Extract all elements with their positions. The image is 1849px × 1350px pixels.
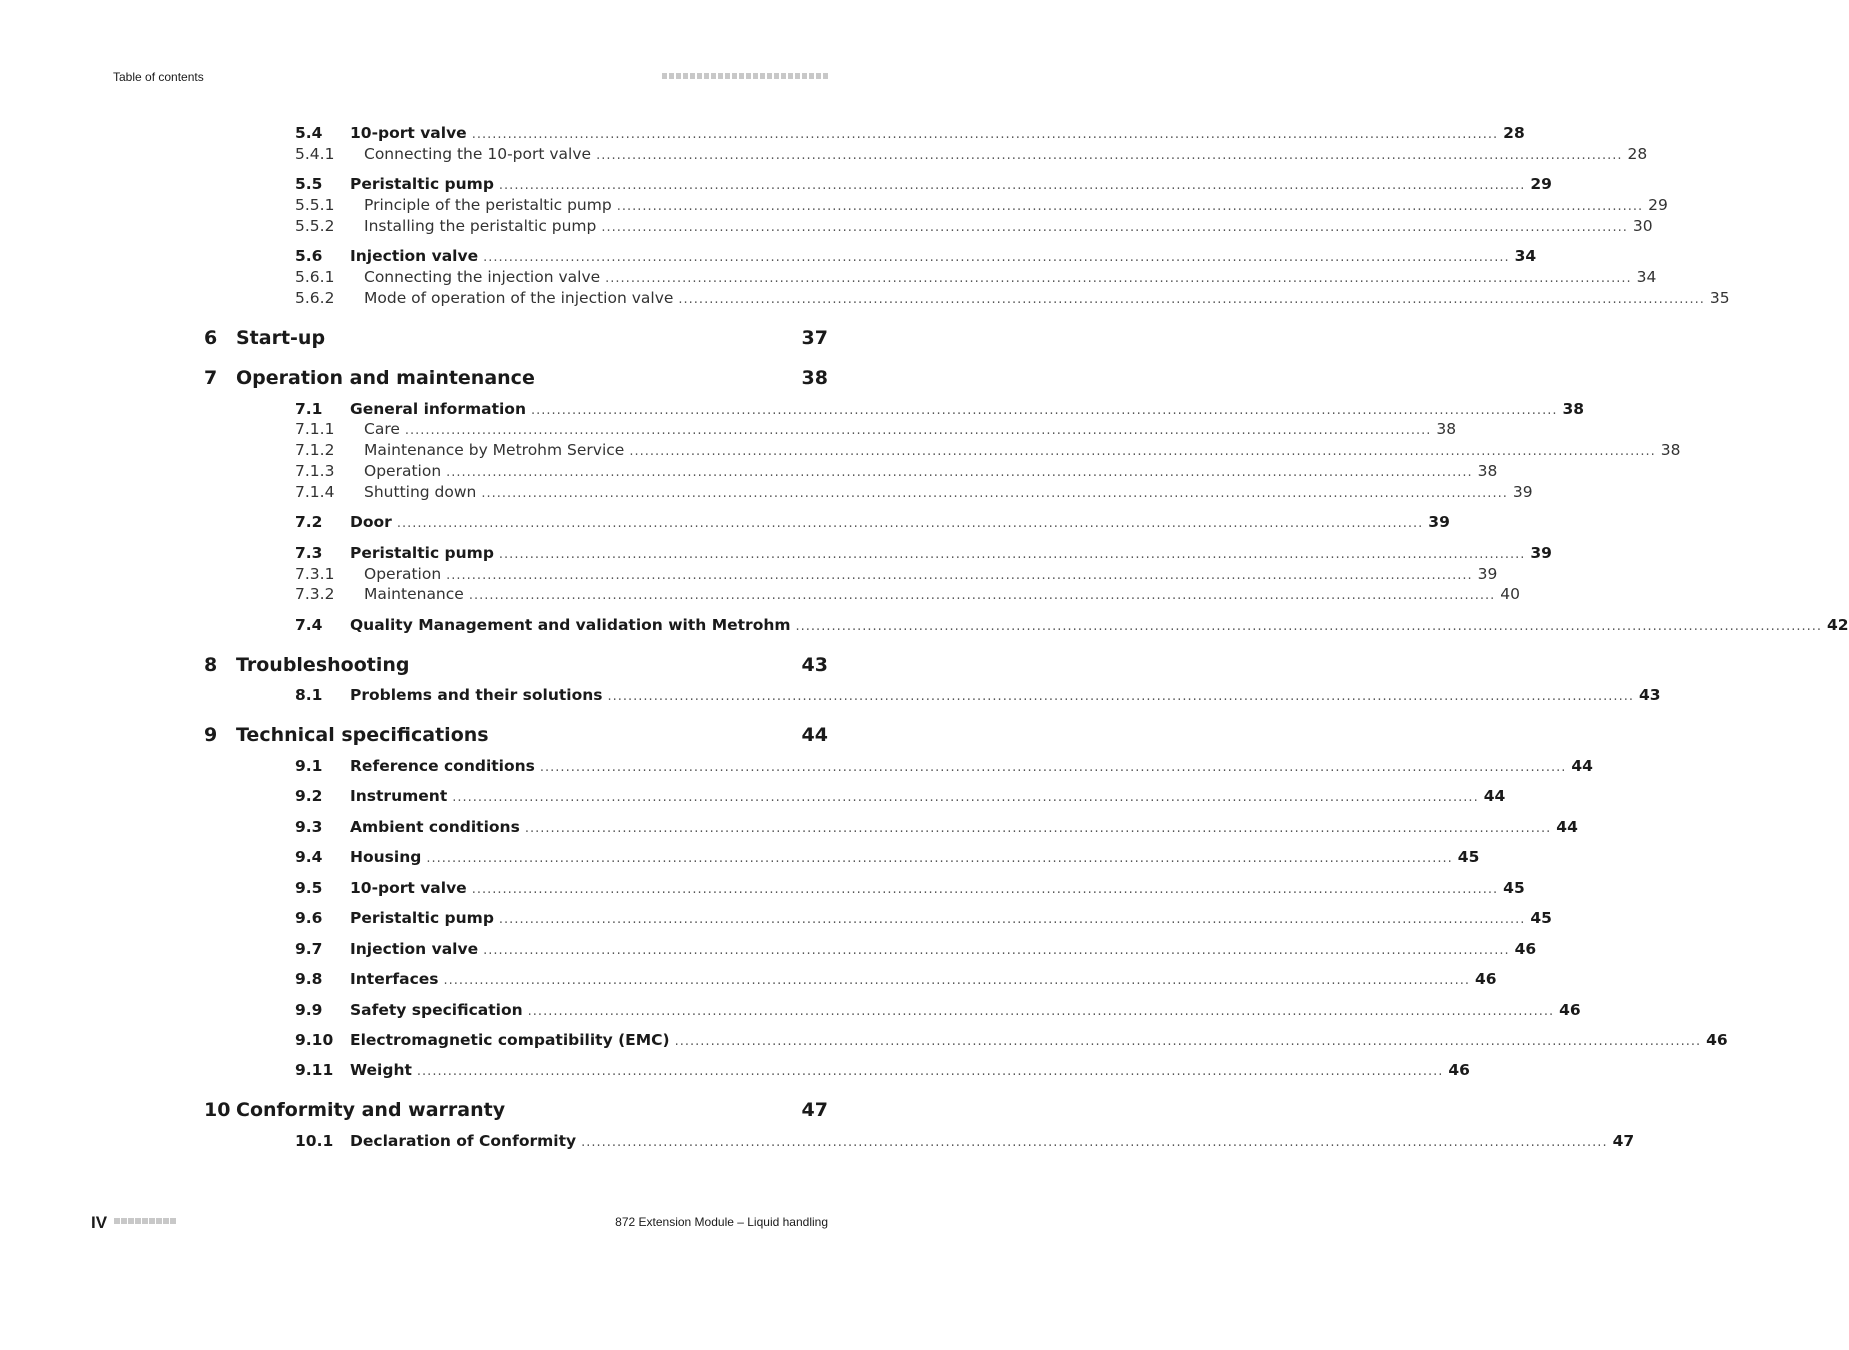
toc-entry-page: 39	[1530, 544, 1552, 562]
toc-section-row[interactable]	[0, 1061, 1470, 1083]
toc-leader-dots: ........................................................................................................................................................................................................	[601, 220, 1628, 235]
toc-entry-number: 9.1	[295, 757, 323, 775]
toc-entry-line	[364, 268, 1657, 286]
toc-entry-title: Reference conditions	[350, 757, 535, 775]
toc-entry-number: 10	[204, 1099, 231, 1121]
toc-leader-dots: ........................................................................................................................................................................................................	[416, 1064, 1444, 1079]
running-header-title: Table of contents	[113, 70, 204, 84]
toc-section-row[interactable]	[0, 1001, 1581, 1023]
toc-entry-title: Connecting the injection valve	[364, 268, 601, 286]
toc-entry-title: Maintenance by Metrohm Service	[364, 441, 625, 459]
toc-section-row[interactable]	[0, 909, 1552, 931]
toc-entry-title: Peristaltic pump	[350, 175, 494, 193]
toc-entry-page: 29	[1648, 196, 1668, 214]
toc-leader-dots: ........................................................................................................................................................................................................	[426, 851, 1453, 866]
toc-entry-number: 7.1.4	[295, 483, 335, 501]
toc-subsection-row[interactable]	[0, 196, 1668, 218]
toc-section-row[interactable]	[0, 616, 1849, 638]
toc-leader-dots: ........................................................................................................................................................................................................	[471, 882, 1499, 897]
toc-entry-number: 9.11	[295, 1061, 334, 1079]
toc-entry-title: Quality Management and validation with Metrohm	[350, 616, 791, 634]
toc-section-row[interactable]	[0, 400, 1585, 422]
toc-leader-dots: ........................................................................................................................................................................................................	[446, 568, 1473, 583]
toc-entry-page: 38	[1660, 441, 1681, 459]
toc-entry-page: 46	[1514, 940, 1537, 958]
toc-entry-line	[350, 247, 1537, 265]
toc-entry-line	[350, 848, 1480, 866]
toc-entry-page: 45	[1530, 909, 1552, 927]
toc-entry-line	[350, 175, 1552, 193]
footer-decoration-squares	[114, 1218, 176, 1224]
toc-entry-number: 10.1	[295, 1132, 334, 1150]
toc-chapter-row[interactable]	[0, 367, 954, 389]
toc-section-row[interactable]	[0, 848, 1480, 870]
toc-entry-title: Start-up	[236, 327, 326, 349]
toc-entry-number: 5.4	[295, 124, 323, 142]
toc-entry-number: 9.3	[295, 818, 323, 836]
toc-entry-page: 44	[801, 724, 828, 746]
toc-leader-dots: ........................................................................................................................................................................................................	[498, 912, 1526, 927]
toc-entry-page: 44	[1571, 757, 1593, 775]
toc-section-row[interactable]	[0, 879, 1525, 901]
toc-entry-page: 44	[1483, 787, 1506, 805]
toc-entry-number: 5.6.1	[295, 268, 335, 286]
toc-entry-number: 7.1.2	[295, 441, 335, 459]
toc-entry-page: 42	[1827, 616, 1849, 634]
toc-leader-dots: ........................................................................................................................................................................................................	[605, 271, 1632, 286]
toc-entry-title: Technical specifications	[236, 724, 489, 746]
toc-entry-page: 29	[1530, 175, 1552, 193]
toc-entry-page: 46	[1706, 1031, 1728, 1049]
toc-entry-line	[350, 1031, 1728, 1049]
page-number: IV	[91, 1213, 108, 1232]
toc-entry-number: 9.2	[295, 787, 323, 805]
toc-entry-line	[350, 757, 1593, 775]
toc-entry-page: 46	[1474, 970, 1497, 988]
toc-entry-page: 30	[1632, 217, 1653, 235]
toc-entry-page: 44	[1556, 818, 1578, 836]
toc-entry-page: 38	[1562, 400, 1585, 418]
toc-entry-number: 7	[204, 367, 218, 389]
toc-leader-dots: ........................................................................................................................................................................................................	[396, 516, 1424, 531]
toc-entry-title: Mode of operation of the injection valve	[364, 289, 674, 307]
toc-entry-title: Conformity and warranty	[236, 1099, 506, 1121]
toc-entry-number: 5.5.1	[295, 196, 335, 214]
toc-leader-dots: ........................................................................................................................................................................................................	[443, 973, 1470, 988]
toc-leader-dots: ........................................................................................................................................................................................................	[539, 760, 1567, 775]
toc-leader-dots: ........................................................................................................................................................................................................	[527, 1004, 1555, 1019]
toc-section-row[interactable]	[0, 970, 1497, 992]
toc-subsection-row[interactable]	[0, 585, 1521, 607]
toc-subsection-row[interactable]	[0, 462, 1498, 484]
toc-section-row[interactable]	[0, 787, 1506, 809]
toc-entry-number: 9.6	[295, 909, 323, 927]
toc-entry-page: 45	[1503, 879, 1525, 897]
toc-entry-title: Installing the peristaltic pump	[364, 217, 597, 235]
toc-leader-dots: ........................................................................................................................................................................................................	[481, 486, 1508, 501]
toc-entry-number: 5.4.1	[295, 145, 335, 163]
toc-entry-line	[350, 940, 1537, 958]
toc-subsection-row[interactable]	[0, 420, 1457, 442]
toc-entry-number: 6	[204, 327, 218, 349]
toc-entry-line	[350, 909, 1552, 927]
toc-entry-page: 28	[1627, 145, 1648, 163]
toc-entry-page: 38	[801, 367, 828, 389]
toc-entry-page: 38	[1436, 420, 1457, 438]
toc-leader-dots: ........................................................................................................................................................................................................	[596, 148, 1623, 163]
toc-section-row[interactable]	[0, 818, 1578, 840]
toc-entry-title: Care	[364, 420, 400, 438]
toc-entry-number: 5.5	[295, 175, 323, 193]
toc-leader-dots: ........................................................................................................................................................................................................	[674, 1034, 1702, 1049]
toc-section-row[interactable]	[0, 175, 1552, 197]
toc-subsection-row[interactable]	[0, 289, 1730, 311]
toc-entry-title: Safety specification	[350, 1001, 523, 1019]
toc-section-row[interactable]	[0, 757, 1593, 779]
toc-entry-number: 9.10	[295, 1031, 334, 1049]
toc-entry-line	[364, 289, 1730, 307]
toc-entry-page: 43	[801, 654, 828, 676]
toc-leader-dots: ........................................................................................................................................................................................................	[468, 588, 1496, 603]
toc-entry-page: 47	[1612, 1132, 1635, 1150]
toc-entry-title: Principle of the peristaltic pump	[364, 196, 612, 214]
toc-section-row[interactable]	[0, 544, 1552, 566]
toc-section-row[interactable]	[0, 686, 1661, 708]
toc-entry-page: 46	[1559, 1001, 1581, 1019]
toc-subsection-row[interactable]	[0, 145, 1648, 167]
toc-entry-title: Weight	[350, 1061, 412, 1079]
toc-entry-title: General information	[350, 400, 526, 418]
toc-leader-dots: ........................................................................................................................................................................................................	[404, 423, 1432, 438]
toc-entry-line	[350, 787, 1506, 805]
toc-entry-page: 46	[1448, 1061, 1470, 1079]
toc-leader-dots: ........................................................................................................................................................................................................	[607, 689, 1634, 704]
toc-leader-dots: ........................................................................................................................................................................................................	[498, 547, 1526, 562]
toc-entry-page: 47	[801, 1099, 828, 1121]
toc-entry-page: 34	[1636, 268, 1657, 286]
toc-entry-title: 10-port valve	[350, 124, 467, 142]
toc-entry-number: 9.4	[295, 848, 323, 866]
toc-entry-number: 8	[204, 654, 218, 676]
toc-leader-dots: ........................................................................................................................................................................................................	[446, 465, 1473, 480]
toc-entry-title: Instrument	[350, 787, 448, 805]
toc-entry-number: 9.8	[295, 970, 323, 988]
toc-entry-line	[350, 1132, 1635, 1150]
toc-entry-title: Electromagnetic compatibility (EMC)	[350, 1031, 670, 1049]
toc-entry-page: 38	[1477, 462, 1498, 480]
toc-entry-number: 5.6	[295, 247, 323, 265]
toc-entry-number: 8.1	[295, 686, 323, 704]
toc-entry-page: 39	[1477, 565, 1498, 583]
toc-entry-title: Injection valve	[350, 247, 479, 265]
toc-subsection-row[interactable]	[0, 441, 1681, 463]
toc-entry-number: 9.5	[295, 879, 323, 897]
toc-entry-title: Maintenance	[364, 585, 464, 603]
toc-entry-title: Problems and their solutions	[350, 686, 603, 704]
toc-entry-number: 7.2	[295, 513, 323, 531]
toc-entry-title: 10-port valve	[350, 879, 467, 897]
toc-entry-page: 37	[801, 327, 828, 349]
toc-entry-title: Housing	[350, 848, 422, 866]
toc-entry-page: 39	[1512, 483, 1533, 501]
toc-entry-line	[364, 441, 1681, 459]
toc-entry-number: 7.4	[295, 616, 323, 634]
toc-section-row[interactable]	[0, 1031, 1728, 1053]
toc-entry-page: 39	[1428, 513, 1450, 531]
toc-entry-title: Troubleshooting	[236, 654, 410, 676]
toc-entry-line	[364, 483, 1533, 501]
toc-entry-line	[364, 217, 1653, 235]
toc-entry-line	[350, 818, 1578, 836]
toc-section-row[interactable]	[0, 1132, 1635, 1154]
toc-section-row[interactable]	[0, 513, 1450, 535]
toc-entry-number: 7.3.2	[295, 585, 335, 603]
toc-entry-number: 5.5.2	[295, 217, 335, 235]
toc-entry-number: 7.1.3	[295, 462, 335, 480]
toc-entry-number: 9.7	[295, 940, 323, 958]
toc-entry-title: Ambient conditions	[350, 818, 520, 836]
toc-leader-dots: ........................................................................................................................................................................................................	[795, 619, 1822, 634]
toc-entry-page: 43	[1638, 686, 1661, 704]
toc-entry-line	[364, 565, 1498, 583]
toc-entry-line	[350, 544, 1552, 562]
toc-subsection-row[interactable]	[0, 565, 1498, 587]
toc-entry-number: 9	[204, 724, 218, 746]
toc-leader-dots: ........................................................................................................................................................................................................	[452, 790, 1479, 805]
toc-entry-line	[364, 420, 1457, 438]
toc-entry-page: 35	[1709, 289, 1730, 307]
toc-chapter-row[interactable]	[0, 724, 954, 746]
toc-entry-title: Peristaltic pump	[350, 544, 494, 562]
toc-subsection-row[interactable]	[0, 217, 1653, 239]
toc-entry-line	[350, 879, 1525, 897]
toc-entry-line	[350, 1061, 1470, 1079]
toc-entry-number: 7.3	[295, 544, 323, 562]
toc-entry-number: 9.9	[295, 1001, 323, 1019]
toc-entry-title: Declaration of Conformity	[350, 1132, 577, 1150]
toc-entry-line	[364, 145, 1648, 163]
toc-leader-dots: ........................................................................................................................................................................................................	[629, 444, 1656, 459]
toc-leader-dots: ........................................................................................................................................................................................................	[531, 403, 1558, 418]
toc-entry-title: Injection valve	[350, 940, 479, 958]
toc-entry-title: Operation	[364, 462, 442, 480]
document-title: 872 Extension Module – Liquid handling	[615, 1215, 828, 1229]
toc-entry-number: 7.1	[295, 400, 323, 418]
toc-chapter-row[interactable]	[0, 1099, 954, 1121]
toc-entry-number: 5.6.2	[295, 289, 335, 307]
toc-leader-dots: ........................................................................................................................................................................................................	[483, 250, 1510, 265]
toc-entry-title: Shutting down	[364, 483, 477, 501]
toc-entry-number: 7.3.1	[295, 565, 335, 583]
toc-leader-dots: ........................................................................................................................................................................................................	[616, 199, 1644, 214]
toc-entry-line	[350, 616, 1849, 634]
toc-entry-line	[350, 124, 1525, 142]
toc-subsection-row[interactable]	[0, 268, 1657, 290]
toc-leader-dots: ........................................................................................................................................................................................................	[483, 943, 1510, 958]
toc-entry-line	[364, 585, 1521, 603]
toc-entry-title: Peristaltic pump	[350, 909, 494, 927]
toc-entry-line	[350, 400, 1585, 418]
toc-entry-line	[350, 1001, 1581, 1019]
toc-entry-line	[364, 196, 1668, 214]
toc-entry-title: Operation and maintenance	[236, 367, 535, 389]
toc-chapter-row[interactable]	[0, 654, 954, 676]
toc-entry-line	[350, 513, 1450, 531]
toc-leader-dots: ........................................................................................................................................................................................................	[524, 821, 1552, 836]
toc-leader-dots: ........................................................................................................................................................................................................	[471, 127, 1499, 142]
toc-section-row[interactable]	[0, 247, 1537, 269]
toc-entry-title: Interfaces	[350, 970, 439, 988]
toc-entry-line	[364, 462, 1498, 480]
toc-entry-number: 7.1.1	[295, 420, 335, 438]
toc-entry-page: 45	[1457, 848, 1480, 866]
toc-section-row[interactable]	[0, 124, 1525, 146]
toc-entry-page: 28	[1503, 124, 1525, 142]
toc-entry-title: Door	[350, 513, 392, 531]
toc-entry-page: 40	[1500, 585, 1521, 603]
toc-leader-dots: ........................................................................................................................................................................................................	[581, 1135, 1608, 1150]
toc-chapter-row[interactable]	[0, 327, 954, 349]
toc-leader-dots: ........................................................................................................................................................................................................	[678, 292, 1705, 307]
toc-entry-line	[350, 686, 1661, 704]
header-decoration-squares	[662, 73, 829, 79]
toc-leader-dots: ........................................................................................................................................................................................................	[498, 178, 1526, 193]
toc-entry-title: Connecting the 10-port valve	[364, 145, 592, 163]
toc-subsection-row[interactable]	[0, 483, 1533, 505]
toc-entry-title: Operation	[364, 565, 442, 583]
toc-section-row[interactable]	[0, 940, 1537, 962]
toc-entry-line	[350, 970, 1497, 988]
toc-entry-page: 34	[1514, 247, 1537, 265]
